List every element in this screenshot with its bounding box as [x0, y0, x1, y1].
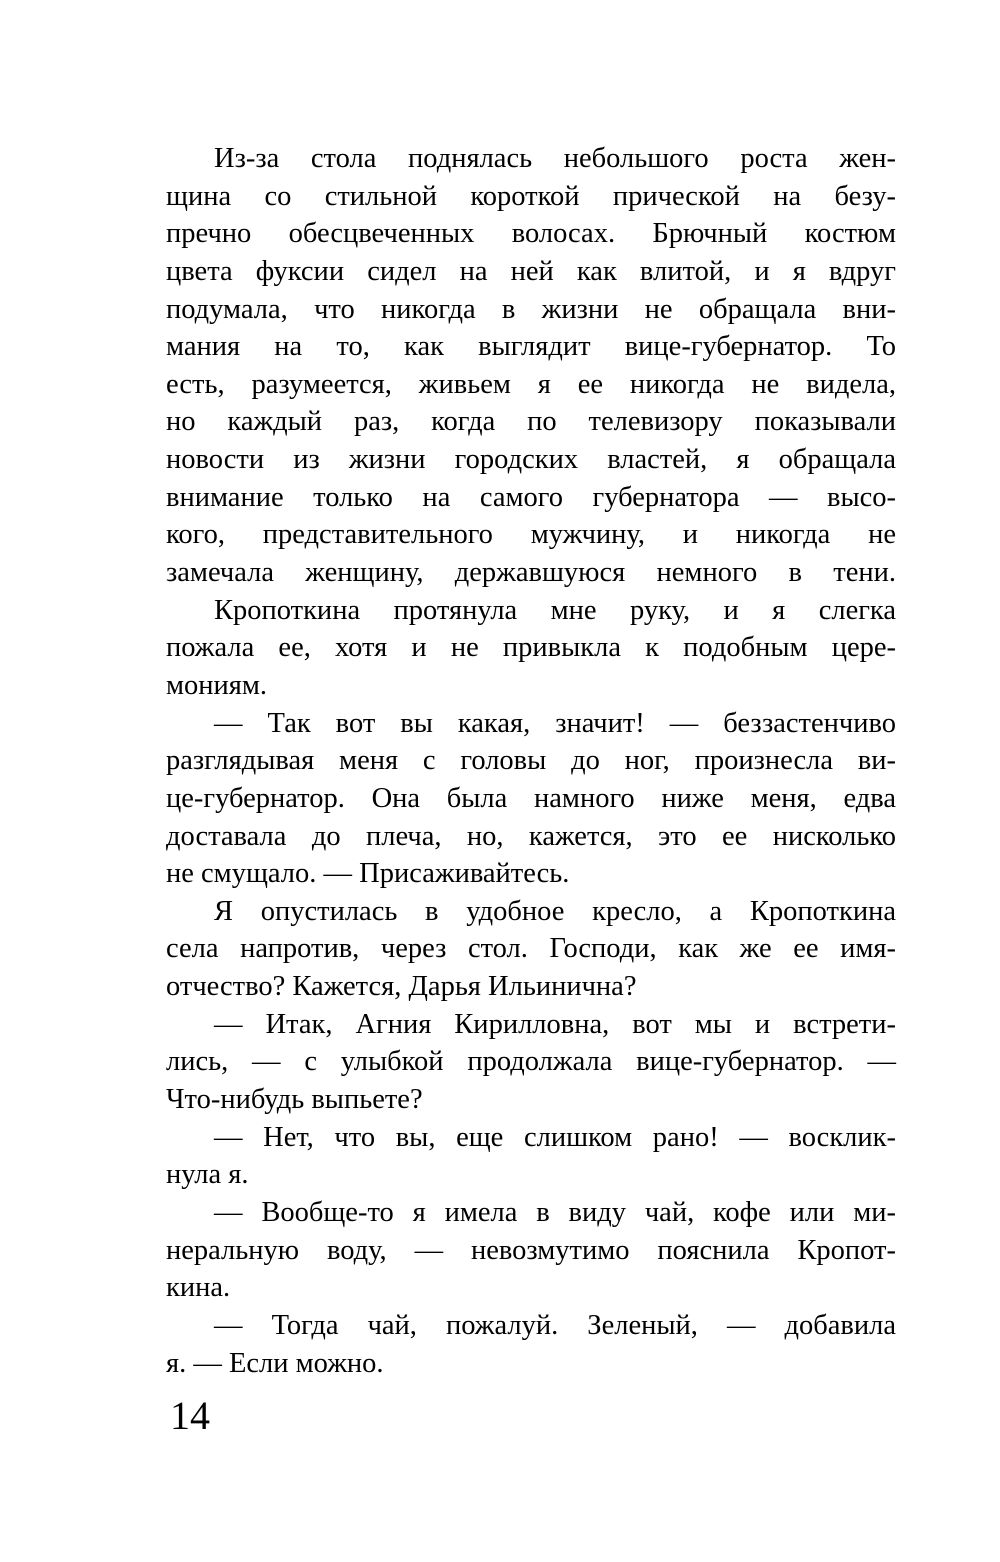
- paragraph: [166, 705, 896, 893]
- text-line: неральную воду, — невозмутимо пояснила Кропот-: [166, 1234, 896, 1266]
- text-line: пречно обесцвеченных волосах. Брючный костюм: [166, 218, 896, 250]
- text-line: — Так вот вы какая, значит! — беззастенчиво: [214, 707, 896, 739]
- text-line: села напротив, через стол. Господи, как же ее имя-: [166, 933, 896, 965]
- paragraph: [166, 592, 896, 705]
- paragraph: [166, 1119, 896, 1194]
- text-line: подумала, что никогда в жизни не обращала вни-: [166, 293, 896, 325]
- text-line: замечала женщину, державшуюся немного в тени.: [166, 557, 896, 589]
- text-line: — Вообще-то я имела в виду чай, кофе или ми-: [214, 1196, 896, 1228]
- text-line: но каждый раз, когда по телевизору показывали: [166, 406, 896, 438]
- text-line: Я опустилась в удобное кресло, а Кропоткина: [214, 895, 896, 927]
- paragraph: [166, 1194, 896, 1307]
- text-line: нула я.: [166, 1159, 249, 1191]
- text-line: щина со стильной короткой прической на безу-: [166, 180, 896, 212]
- text-line: — Итак, Агния Кирилловна, вот мы и встрети-: [214, 1008, 896, 1040]
- text-line: Из-за стола поднялась небольшого роста жен-: [214, 143, 896, 174]
- text-line: разглядывая меня с головы до ног, произнесла ви-: [166, 745, 896, 777]
- paragraph: [166, 1307, 896, 1382]
- text-line: внимание только на самого губернатора — высо-: [166, 481, 896, 513]
- text-line: не смущало. — Присаживайтесь.: [166, 858, 570, 890]
- text-line: кого, представительного мужчину, и никогда не: [166, 519, 896, 551]
- text-line: кина.: [166, 1272, 231, 1304]
- text-line: есть, разумеется, живьем я ее никогда не видела,: [166, 368, 896, 400]
- text-line: новости из жизни городских властей, я обращала: [166, 444, 896, 476]
- text-line: мания на то, как выглядит вице-губернатор. То: [166, 331, 896, 363]
- text-line: пожала ее, хотя и не привыкла к подобным цере-: [166, 632, 896, 664]
- text-line: Кропоткина протянула мне руку, и я слегка: [214, 594, 896, 626]
- text-line: лись, — с улыбкой продолжала вице-губернатор. —: [166, 1046, 896, 1078]
- paragraph: [166, 893, 896, 1006]
- text-line: — Нет, что вы, еще слишком рано! — восклик-: [214, 1121, 896, 1153]
- text-line: — Тогда чай, пожалуй. Зеленый, — добавила: [214, 1309, 896, 1341]
- text-line: отчество? Кажется, Дарья Ильинична?: [166, 971, 637, 1003]
- page-text: [166, 140, 896, 1382]
- paragraph: [166, 140, 896, 592]
- text-line: цвета фуксии сидел на ней как влитой, и я вдруг: [166, 255, 896, 287]
- text-line: мониям.: [166, 669, 268, 701]
- text-line: це-губернатор. Она была намного ниже меня, едва: [166, 782, 896, 814]
- page-number: 14: [170, 1393, 210, 1438]
- paragraph: [166, 1006, 896, 1119]
- text-line: Что-нибудь выпьете?: [166, 1084, 423, 1116]
- text-line: я. — Если можно.: [166, 1347, 384, 1379]
- text-line: доставала до плеча, но, кажется, это ее нисколько: [166, 820, 896, 852]
